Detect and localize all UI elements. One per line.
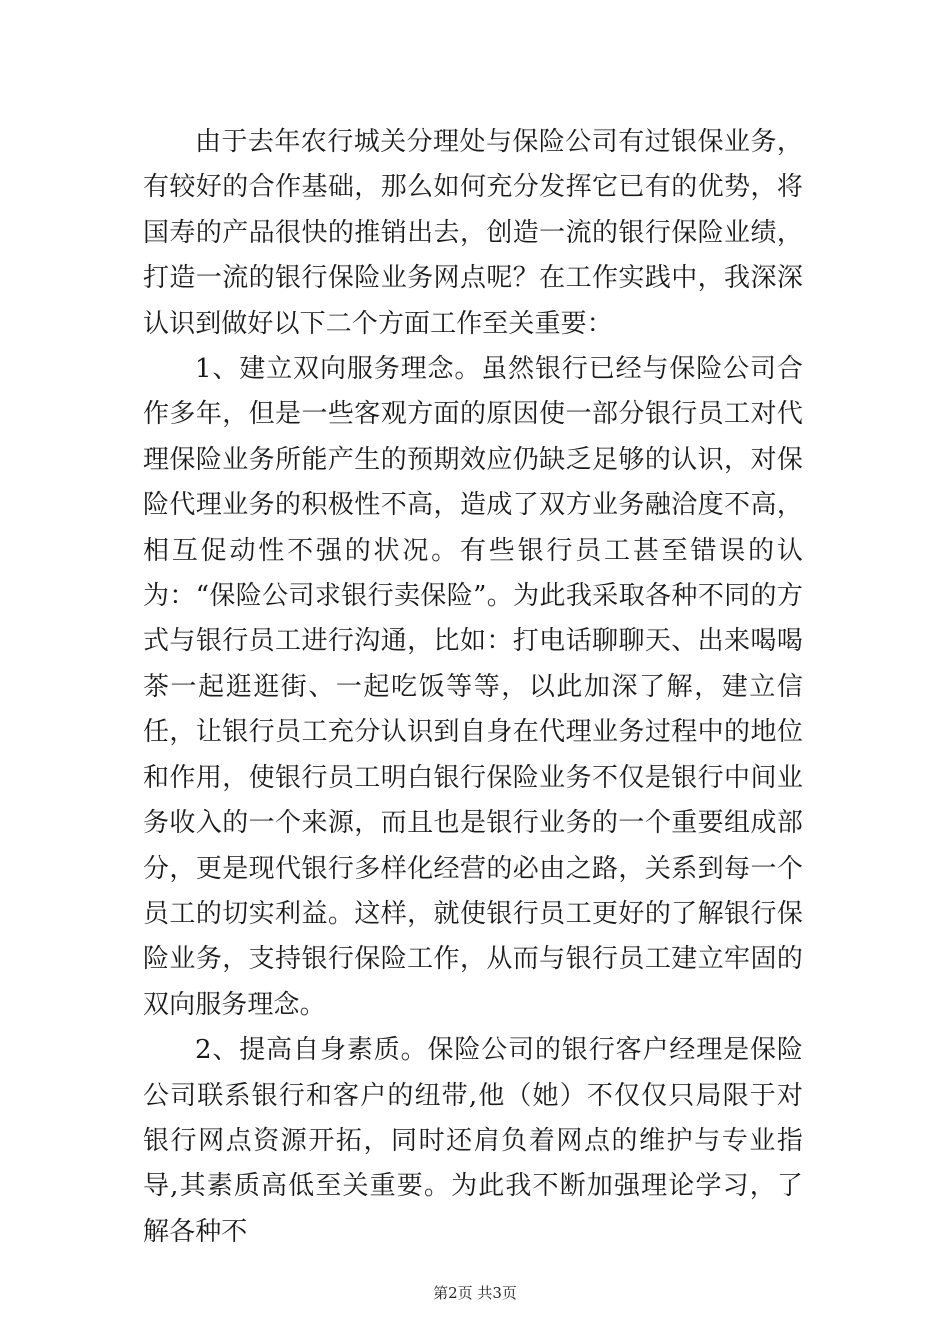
- page-number-footer: 第2页 共3页: [433, 1284, 517, 1302]
- body-text: [143, 120, 803, 1255]
- paragraph-intro: 由于去年农行城关分理处与保险公司有过银保业务，有较好的合作基础，那么如何充分发挥它已有的优势，将国寿的产品很快的推销出去，创造一流的银行保险业绩，打造一流的银行保险业务网点呢？在工作实践中，我深深认识到做好以下二个方面工作至关重要：: [143, 127, 803, 339]
- paragraph-point-1: 1、建立双向服务理念。虽然银行已经与保险公司合作多年，但是一些客观方面的原因使一部分银行员工对代理保险业务所能产生的预期效应仍缺乏足够的认识，对保险代理业务的积极性不高，造成了双方业务融洽度不高，相互促动性不强的状况。有些银行员工甚至错误的认为：“保险公司求银行卖保险”。为此我采取各种不同的方式与银行员工进行沟通，比如：打电话聊聊天、出来喝喝茶一起逛逛街、一起吃饭等等，以此加深了解，建立信任，让银行员工充分认识到自身在代理业务过程中的地位和作用，使银行员工明白银行保险业务不仅是银行中间业务收入的一个来源，而且也是银行业务的一个重要组成部分，更是现代银行多样化经营的必由之路，关系到每一个员工的切实利益。这样，就使银行员工更好的了解银行保险业务，支持银行保险工作，从而与银行员工建立牢固的双向服务理念。: [143, 354, 803, 1020]
- paragraph-point-2: 2、提高自身素质。保险公司的银行客户经理是保险公司联系银行和客户的纽带,他（她）不仅仅只局限于对银行网点资源开拓，同时还肩负着网点的维护与专业指导,其素质高低至关重要。为此我不断加强理论学习，了解各种不: [143, 1035, 803, 1247]
